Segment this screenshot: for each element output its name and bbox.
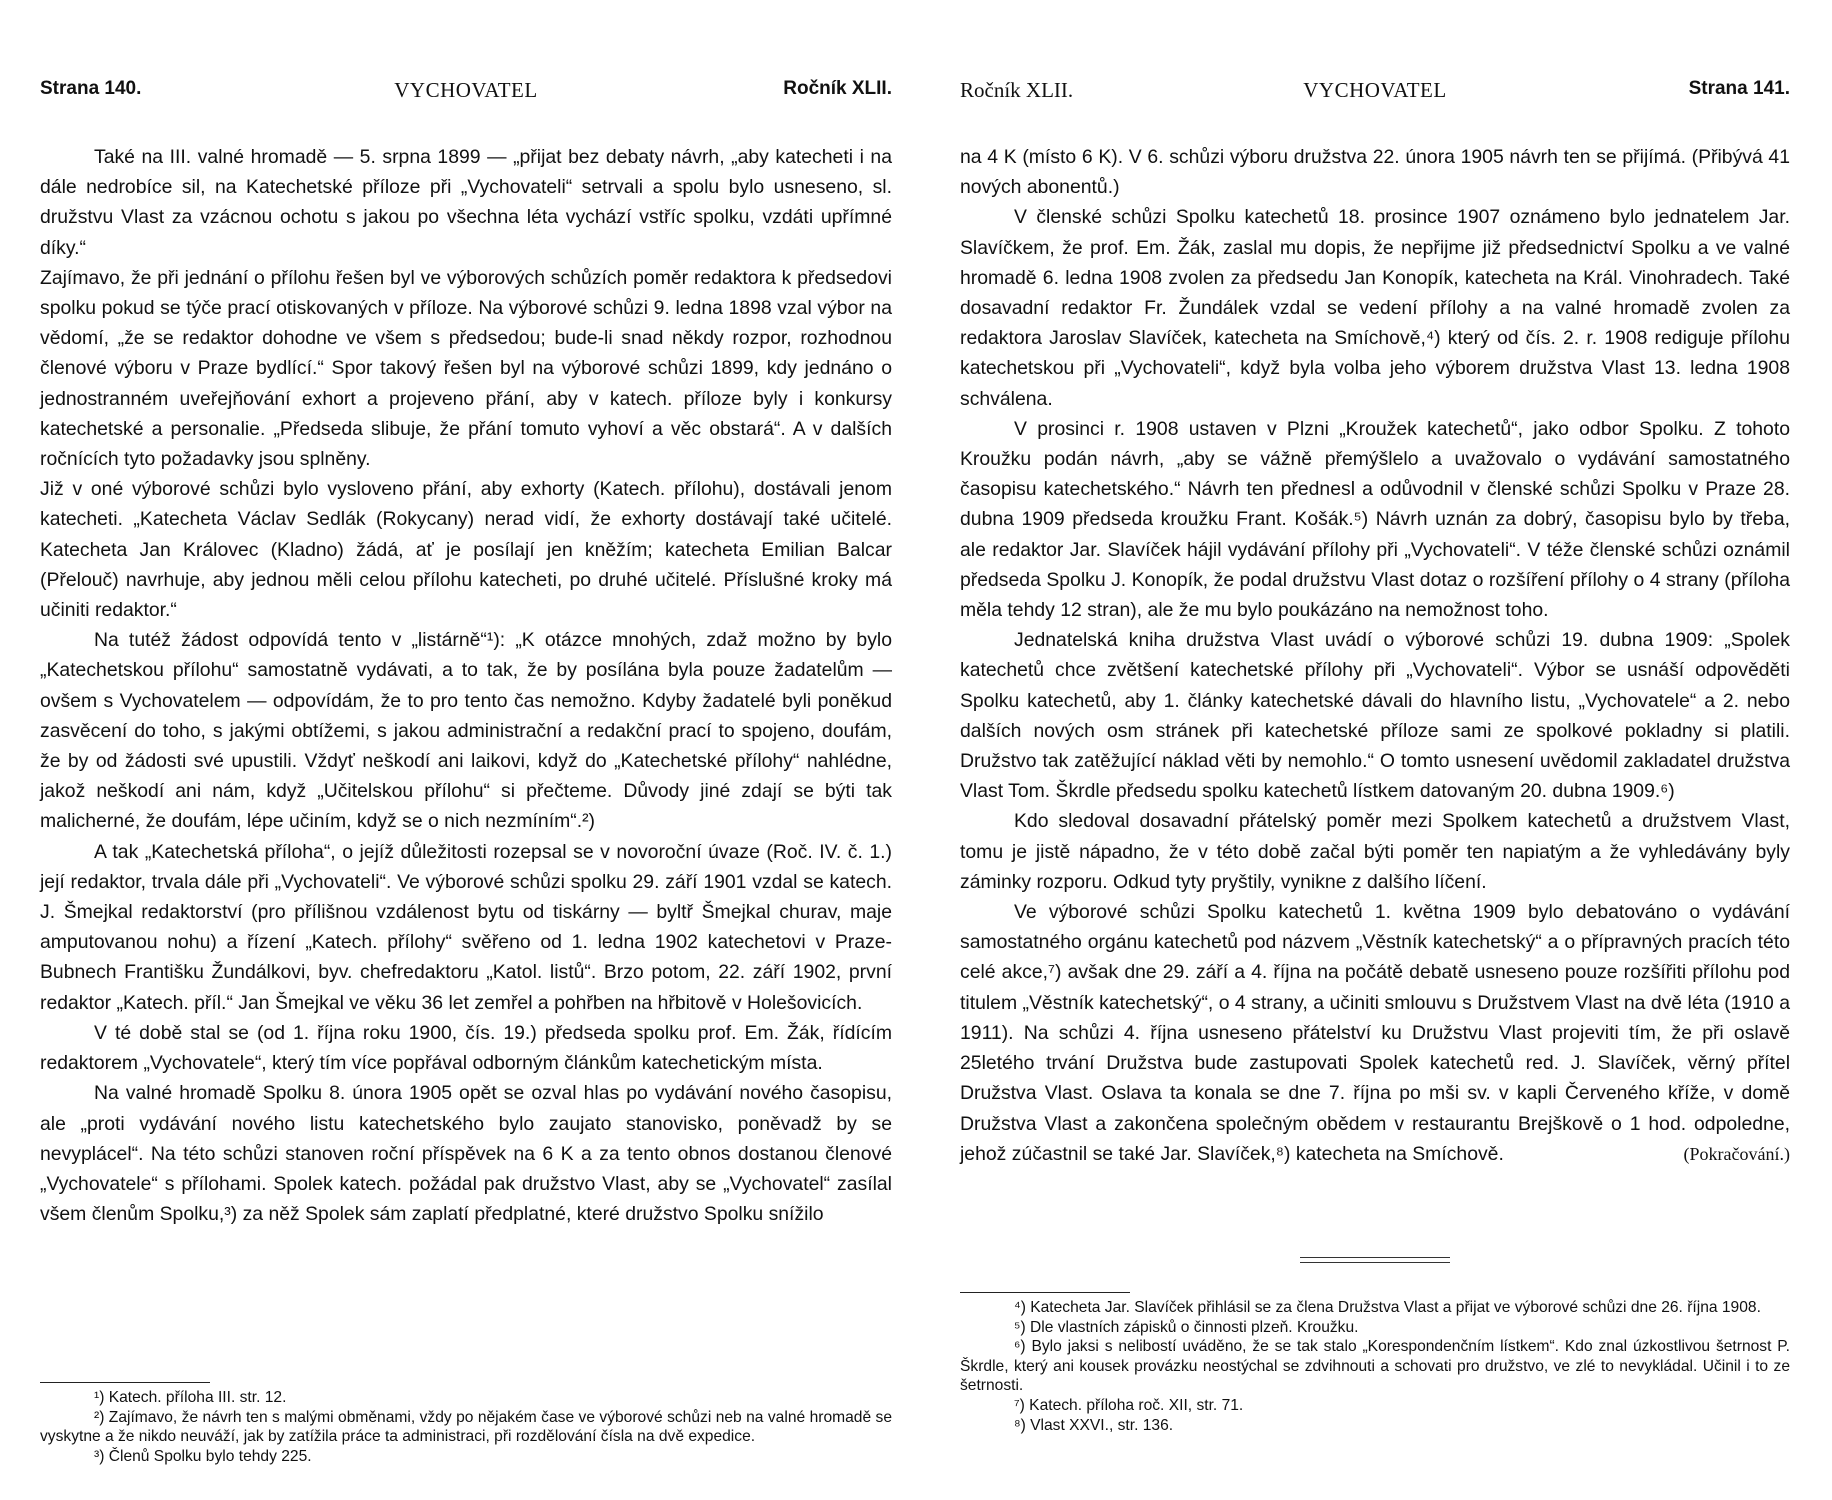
left-running-head [40,78,892,108]
left-paragraph-7: Na valné hromadě Spolku 8. února 1905 opět se ozval hlas po vydávání nového časopisu, ale „proti vydávání nového listu katechetského bylo zaujato stanovisko, poněvadž by se nevyplácel“. Na této schůzi stanoven roční příspěvek na 6 K a za tento obnos dostanou členové „Vychovatele“ s přílohami. Spolek katech. požádal pak družstvo Vlast, aby se „Vychovatel“ zasílal všem členům Spolku,³) za něž Spolek sám zaplatí předplatné, které družstvo Spolku snížilo [40,1082,892,1226]
left-paragraph-1: Také na III. valné hromadě — 5. srpna 1899 — „přijat bez debaty návrh, „aby katecheti i na dále nedrobíce sil, na Katechetské příloze při „Vychovateli“ setrvali a spolu bylo usneseno, sl. družstvu Vlast za vzácnou ochotu s jakou po všechna léta vychází vstříc spolku, vzdáti upřímné díky.“ [40,146,892,259]
right-journal-title: VYCHOVATEL [1303,78,1447,102]
right-paragraph-2: V členské schůzi Spolku katechetů 18. prosince 1907 oznámeno bylo jednatelem Jar. Slavíčkem, že prof. Em. Žák, zaslal mu dopis, že nepřijme již předsednictví Spolku a ve valné hromadě 6. ledna 1908 zvolen za předsedu Jan Konopík, katecheta na Král. Vinohradech. Také dosavadní redaktor Fr. Žundálek vzdal se vedení přílohy a na valné hromadě zvolen za redaktora Jaroslav Slavíček, katecheta na Smíchově,⁴) který od čís. 2. r. 1908 rediguje přílohu katechetskou při „Vychovateli“, když byla volba jeho výborem družstva Vlast 13. ledna 1908 schválena. [960,206,1790,410]
left-journal-title: VYCHOVATEL [394,78,538,102]
left-footnotes [40,1388,892,1466]
left-page [40,0,892,1500]
article-end-rule [1300,1257,1450,1263]
right-running-head [960,78,1790,108]
left-paragraph-3: Již v oné výborové schůzi bylo vysloveno přání, aby exhorty (Katech. přílohu), dostávali jenom katecheti. „Katecheta Václav Sedlák (Rokycany) nerad vidí, že exhorty dostávají také učitelé. Katecheta Jan Královec (Kladno) žádá, ať je posílají jen kněžím; katecheta Emilian Balcar (Přelouč) navrhuje, aby jednou měli celou přílohu katecheti, po druhé učitelé. Příslušné kroky má učiniti redaktor.“ [40,478,892,622]
right-footnote-5: ⁵) Dle vlastních zápisků o činnosti plzeň. Kroužku. [1014,1318,1359,1336]
left-footnote-1: ¹) Katech. příloha III. str. 12. [94,1389,287,1406]
right-footnotes [960,1298,1790,1435]
right-paragraph-3: V prosinci r. 1908 ustaven v Plzni „Kroužek katechetů“, jako odbor Spolku. Z tohoto Kroužku podán návrh, „aby se vážně přemýšlelo a uvažovalo o vydávání samostatného časopisu katechetského.“ Návrh ten přednesl a odůvodnil v členské schůzi Spolku v Praze 28. dubna 1909 předseda kroužku Frant. Košák.⁵) Návrh uznán za dobrý, časopisu bylo by třeba, ale redaktor Jar. Slavíček hájil vydávání přílohy při „Vychovateli“. V téže členské schůzi oznámil předseda Spolku J. Konopík, že podal družstvu Vlast dotaz o rozšíření přílohy o 4 strany (příloha měla tehdy 12 stran), ale že mu bylo poukázáno na nemožnost toho. [960,417,1790,622]
right-volume: Ročník XLII. [960,78,1074,102]
left-paragraph-5: A tak „Katechetská příloha“, o jejíž důležitosti rozepsal se v novoroční úvaze (Roč. IV. č. 1.) její redaktor, trvala dále při „Vychovateli“. Ve výborové schůzi spolku 29. září 1901 vzdal se katech. J. Šmejkal redaktorství (pro přílišnou vzdálenost bytu od tiskárny — byltř Šmejkal churav, maje amputovanou nohu) a řízení „Katech. přílohy“ svěřeno od 1. ledna 1902 katechetovi v Praze-Bubnech Františku Žundálkovi, byv. chefredaktoru „Katol. listů“. Brzo potom, 22. září 1902, první redaktor „Katech. příl.“ Jan Šmejkal ve věku 36 let zemřel a pohřben na hřbitově v Holešovicích. [40,840,892,1014]
left-page-number: Strana 140. [40,78,142,99]
right-page [960,0,1790,1500]
right-paragraph-6 [960,897,1790,1169]
left-footnote-rule [40,1382,210,1383]
right-body-text [960,142,1790,1169]
left-body-text [40,142,892,1229]
right-page-number: Strana 141. [1688,78,1790,99]
left-footnote-3: ³) Členů Spolku bylo tehdy 225. [94,1447,312,1465]
left-paragraph-2: Zajímavo, že při jednání o přílohu řešen byl ve výborových schůzích poměr redaktora k předsedovi spolku pokud se týče prací otiskovaných v příloze. Na výborové schůzi 9. ledna 1898 vzal výbor na vědomí, „že se redaktor dohodne ve všem s předsedou; bude-li snad někdy rozpor, rozhodnou členové výboru v Praze bydlící.“ Spor takový řešen byl na výborové schůzi 1899, kdy jednáno o jednostranném uveřejňování exhort a projeveno přání, aby v katech. příloze byly i konkursy katechetské a personalie. „Předseda slibuje, že přání tomuto vyhoví a věc obstará“. A v dalších ročnících tyto požadavky jsou splněny. [40,266,892,471]
right-footnote-7: ⁷) Katech. příloha roč. XII, str. 71. [1014,1396,1244,1414]
left-volume: Ročník XLII. [783,78,892,99]
left-paragraph-4: Na tutéž žádost odpovídá tento v „listárně“¹): „K otázce mnohých, zdaž možno by bylo „Katechetskou přílohu“ samostatně vydávati, a to tak, že by posílána byla pouze žadatelům — ovšem s Vychovatelem — odpovídám, že to pro tento čas nemožno. Kdyby žadatelé byli poněkud zasvěcení do toho, s jakými obtížemi, s jakou administrační a redakční prací to spojeno, doufám, že by od žádosti své upustili. Vždyť neškodí ani laikovi, když do „Katechetské přílohy“ nahlédne, jakož neškodí ani nám, když „Učitelskou přílohu“ si přečteme. Důvody jiné zdají se býti tak malicherné, že doufám, lépe učiním, když se o nich nezmíním“.²) [40,629,892,833]
right-footnote-8: ⁸) Vlast XXVI., str. 136. [1014,1416,1174,1434]
right-paragraph-5: Kdo sledoval dosavadní přátelský poměr mezi Spolkem katechetů a družstvem Vlast, tomu je jistě nápadno, že v této době začal býti poměr ten napiatým a že vyhledávány byly záminky rozporu. Odkud tyty pryštily, vynikne z dalšího líčení. [960,810,1790,893]
right-footnote-rule [960,1292,1130,1293]
left-paragraph-6: V té době stal se (od 1. října roku 1900, čís. 19.) předseda spolku prof. Em. Žák, řídícím redaktorem „Vychovatele“, který tím více popřával odborným článkům katechetickým místa. [40,1021,892,1075]
right-paragraph-1: na 4 K (místo 6 K). V 6. schůzi výboru družstva 22. února 1905 návrh ten se přijímá. (Přibývá 41 nových abonentů.) [960,146,1790,199]
right-paragraph-4: Jednatelská kniha družstva Vlast uvádí o výborové schůzi 19. dubna 1909: „Spolek katechetů chce zvětšení katechetské přílohy při „Vychovateli“. Výbor se usnáší odpověděti Spolku katechetů, aby 1. články katechetské dávali do hlavního listu, „Vychovatele“ a 2. nebo dalších nových osm stránek při katechetské příloze sami ze spolkové pokladny si platili. Družstvo tak zatěžující náklad věti by nemohlo.“ O tomto usnesení uvědomil zakladatel družstva Vlast Tom. Škrdle předsedu spolku katechetů lístkem datovaným 20. dubna 1909.⁶) [960,629,1790,803]
right-footnote-6: ⁶) Bylo jaksi s nelibostí uváděno, že se tak stalo „Korespondenčním lístkem“. Kdo znal úzkostlivou šetrnost P. Škrdle, který ani kousek provázku neostýchal se zdvihnouti a schovati pro družstvo, ve zlé to nevykládal. Učinil i to ze šetrnosti. [960,1338,1790,1395]
left-footnote-2: ²) Zajímavo, že návrh ten s malými obměnami, vždy po nějakém čase ve výborové schůzi neb na valné hromadě se vyskytne a že nikdo neuváží, jak by zatížila práce ta administraci, při rozdělování čísla na dvě expedice. [40,1408,892,1446]
continuation-note: (Pokračování.) [1683,1143,1790,1164]
right-footnote-4: ⁴) Katecheta Jar. Slavíček přihlásil se za člena Družstva Vlast a přijat ve výborové schůzi dne 26. října 1908. [1014,1299,1761,1316]
right-paragraph-6-text: Ve výborové schůzi Spolku katechetů 1. května 1909 bylo debatováno o vydávání samostatného orgánu katechetů pod názvem „Věstník katechetský“ a o přípravných pracích této celé akce,⁷) avšak dne 29. září a 4. října na počátě debatě usneseno pouze rozšířiti přílohu pod titulem „Věstník katechetský“, o 4 strany, a učiniti smlouvu s Družstvem Vlast na dvě léta (1910 a 1911). Na schůzi 4. října usneseno přátelství ku Družstvu Vlast projeviti tím, že při oslavě 25letého trvání Družstva bude zastupovati Spolek katechetů red. J. Slavíček, věrný přítel Družstva Vlast. Oslava ta konala se dne 7. října po mši sv. v kapli Červeného kříže, v domě Družstva Vlast a zakončena společným obědem v restaurantu Brejškově o 1 hod. odpoledne, jehož zúčastnil se také Jar. Slavíček,⁸) katecheta na Smíchově. [960,901,1790,1165]
